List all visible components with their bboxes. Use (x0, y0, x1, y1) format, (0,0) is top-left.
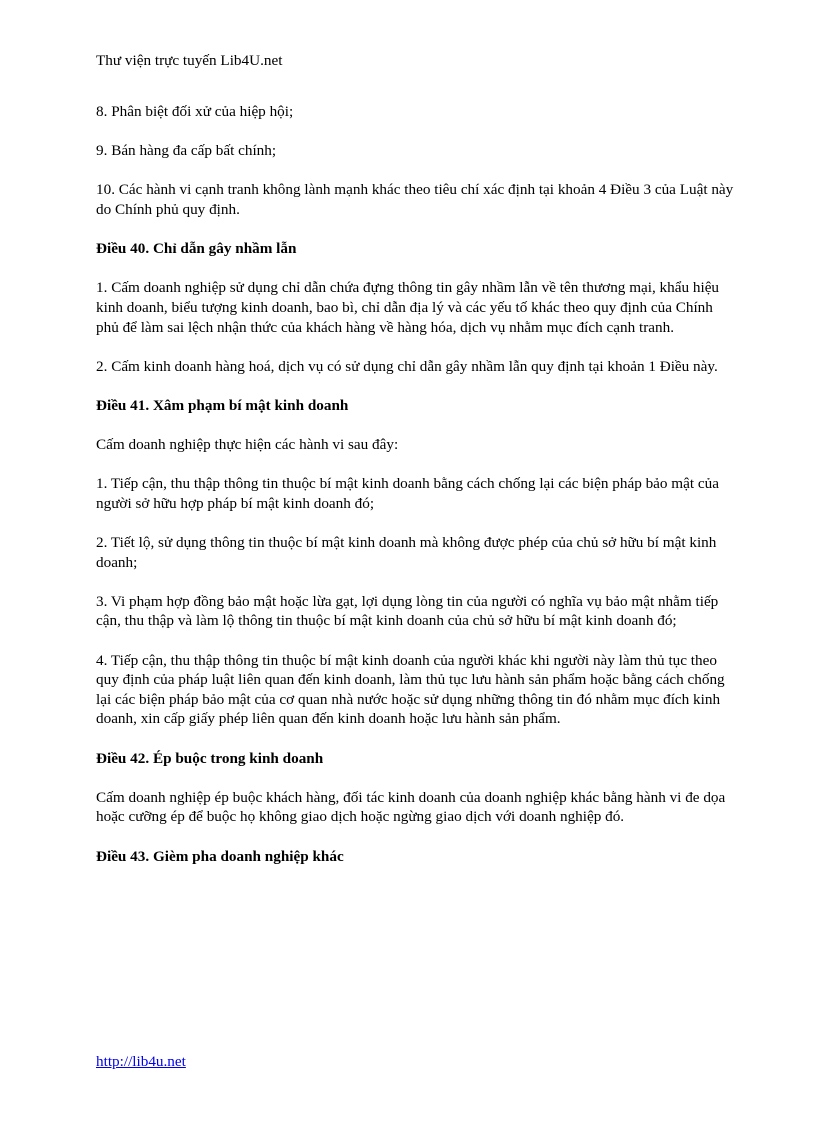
list-item-9: 9. Bán hàng đa cấp bất chính; (96, 142, 277, 160)
article-41-clause-1: 1. Tiếp cận, thu thập thông tin thuộc bí mật kinh doanh bằng cách chống lại các biện pháp bảo mật của người sở hữu hợp pháp bí mật kinh doanh đó; (96, 475, 719, 512)
document-body (96, 102, 736, 886)
article-40-clause-1: 1. Cấm doanh nghiệp sử dụng chỉ dẫn chứa đựng thông tin gây nhầm lẫn về tên thương mại, khẩu hiệu kinh doanh, biểu tượng kinh doanh, bao bì, chỉ dẫn địa lý và các yếu tố khác theo quy định của Chính phủ để làm sai lệch nhận thức của khách hàng về hàng hóa, dịch vụ nhằm mục đích cạnh tranh. (96, 279, 720, 336)
article-41-title: Điều 41. Xâm phạm bí mật kinh doanh (96, 396, 349, 414)
article-41-clause-4: 4. Tiếp cận, thu thập thông tin thuộc bí mật kinh doanh của người khác khi người này làm thủ tục theo quy định của pháp luật liên quan đến kinh doanh, làm thủ tục lưu hành sản phẩm hoặc bằng cách chống lại các biện pháp bảo mật của cơ quan nhà nước hoặc sử dụng những thông tin đó nhằm mục đích kinh doanh, xin cấp giấy phép liên quan đến kinh doanh hoặc lưu hành sản phẩm. (96, 651, 725, 728)
article-40-clause-2: 2. Cấm kinh doanh hàng hoá, dịch vụ có sử dụng chỉ dẫn gây nhầm lẫn quy định tại khoản 1 Điều này. (96, 357, 718, 375)
article-41-intro: Cấm doanh nghiệp thực hiện các hành vi sau đây: (96, 436, 399, 454)
article-41-clause-2: 2. Tiết lộ, sử dụng thông tin thuộc bí mật kinh doanh mà không được phép của chủ sở hữu bí mật kinh doanh; (96, 534, 717, 571)
article-40-title: Điều 40. Chỉ dẫn gây nhầm lẫn (96, 240, 297, 258)
footer-link[interactable]: http://lib4u.net (96, 1053, 186, 1070)
article-42-title: Điều 42. Ép buộc trong kinh doanh (96, 749, 324, 767)
list-item-8: 8. Phân biệt đối xử của hiệp hội; (96, 103, 294, 120)
article-42-body: Cấm doanh nghiệp ép buộc khách hàng, đối tác kinh doanh của doanh nghiệp khác bằng hành vi đe dọa hoặc cưỡng ép để buộc họ không giao dịch hoặc ngừng giao dịch với doanh nghiệp đó. (96, 788, 726, 826)
page-header: Thư viện trực tuyến Lib4U.net (96, 52, 283, 69)
page-footer (96, 1052, 186, 1072)
article-43-title: Điều 43. Gièm pha doanh nghiệp khác (96, 847, 344, 865)
list-item-10: 10. Các hành vi cạnh tranh không lành mạnh khác theo tiêu chí xác định tại khoản 4 Điều 3 của Luật này do Chính phủ quy định. (96, 181, 734, 218)
article-41-clause-3: 3. Vi phạm hợp đồng bảo mật hoặc lừa gạt, lợi dụng lòng tin của người có nghĩa vụ bảo mật nhằm tiếp cận, thu thập và làm lộ thông tin thuộc bí mật kinh doanh của chủ sở hữu bí mật kinh doanh đó; (96, 592, 719, 630)
